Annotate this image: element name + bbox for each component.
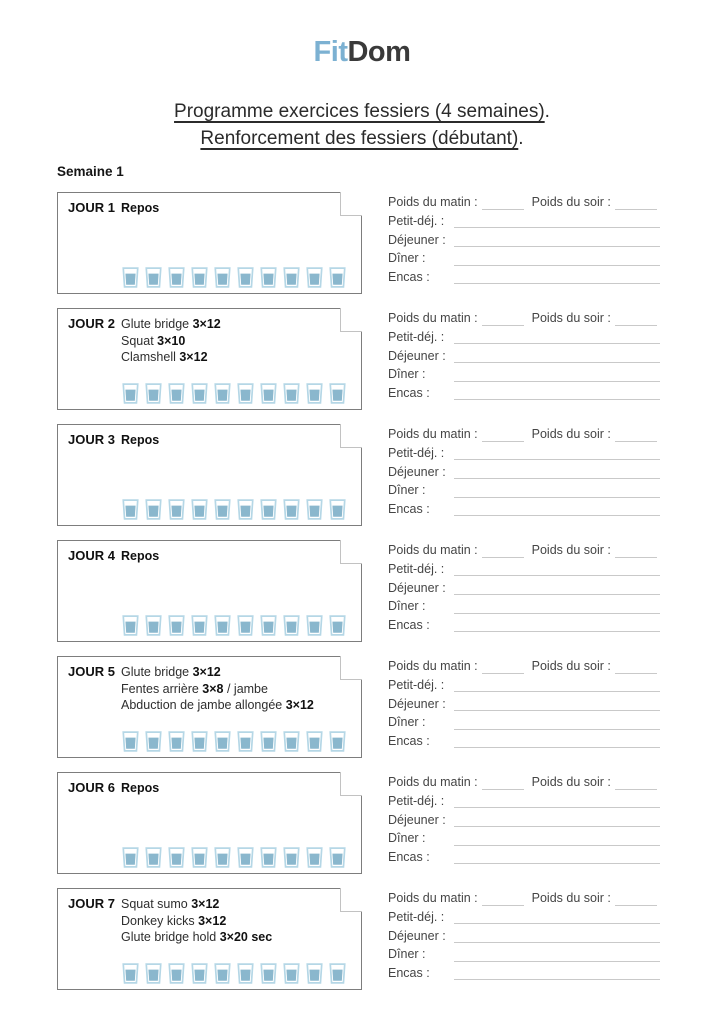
water-glass-icon[interactable] (283, 962, 300, 985)
dinner-row (388, 481, 660, 500)
day-row (57, 772, 660, 874)
water-glass-icon[interactable] (122, 498, 139, 521)
snack-label: Encas : (388, 965, 430, 980)
exercise-list (121, 316, 221, 366)
water-glass-icon[interactable] (214, 266, 231, 289)
snack-row (388, 964, 660, 983)
lunch-label: Déjeuner : (388, 348, 446, 363)
water-glass-icon[interactable] (306, 614, 323, 637)
water-glass-icon[interactable] (214, 382, 231, 405)
water-glass-icon[interactable] (168, 730, 185, 753)
weights-row (388, 657, 660, 676)
lunch-label: Déjeuner : (388, 812, 446, 827)
day-card (57, 772, 362, 874)
dinner-row (388, 365, 660, 384)
water-glass-icon[interactable] (283, 614, 300, 637)
lunch-label: Déjeuner : (388, 696, 446, 711)
water-glass-icon[interactable] (145, 846, 162, 869)
water-glass-icon[interactable] (214, 614, 231, 637)
day-card (57, 424, 362, 526)
evening-weight-field[interactable] (615, 428, 657, 442)
snack-field[interactable] (454, 966, 660, 980)
exercise-list (121, 896, 272, 946)
lunch-field[interactable] (454, 349, 660, 363)
snack-field[interactable] (454, 850, 660, 864)
exercise-line (121, 316, 221, 333)
weights-row (388, 889, 660, 908)
breakfast-label: Petit-déj. : (388, 561, 445, 576)
breakfast-row (388, 676, 660, 695)
day-row (57, 888, 660, 990)
water-glass-icon[interactable] (260, 962, 277, 985)
water-glass-icon[interactable] (237, 846, 254, 869)
exercise-line (121, 548, 159, 565)
day-complete-checkbox[interactable] (340, 192, 362, 216)
morning-weight-field[interactable] (482, 660, 524, 674)
exercise-line (121, 432, 159, 449)
day-label: JOUR 2 (68, 316, 115, 331)
water-tracker (122, 614, 346, 637)
exercise-list (121, 664, 314, 714)
breakfast-label: Petit-déj. : (388, 329, 445, 344)
breakfast-label: Petit-déj. : (388, 909, 445, 924)
water-glass-icon[interactable] (122, 266, 139, 289)
lunch-row (388, 462, 660, 481)
evening-weight-field[interactable] (615, 776, 657, 790)
day-label: JOUR 4 (68, 548, 115, 563)
exercise-sets: 3×12 (179, 350, 208, 364)
snack-label: Encas : (388, 617, 430, 632)
week-heading: Semaine 1 (57, 164, 124, 179)
water-glass-icon[interactable] (191, 614, 208, 637)
exercise-line (121, 349, 221, 366)
water-tracker (122, 846, 346, 869)
day-card (57, 192, 362, 294)
lunch-label: Déjeuner : (388, 232, 446, 247)
water-glass-icon[interactable] (168, 266, 185, 289)
exercise-line (121, 333, 221, 350)
logo-fit: Fit (313, 36, 348, 68)
water-tracker (122, 382, 346, 405)
water-glass-icon[interactable] (191, 730, 208, 753)
breakfast-field[interactable] (454, 214, 660, 228)
water-glass-icon[interactable] (329, 498, 346, 521)
water-tracker (122, 962, 346, 985)
water-glass-icon[interactable] (168, 382, 185, 405)
exercise-sets: 3×10 (157, 333, 186, 348)
exercise-list (121, 548, 159, 565)
water-glass-icon[interactable] (306, 498, 323, 521)
breakfast-row (388, 212, 660, 231)
meal-log (388, 540, 660, 642)
evening-weight-label: Poids du soir : (531, 195, 611, 210)
water-glass-icon[interactable] (283, 382, 300, 405)
day-complete-checkbox[interactable] (340, 656, 362, 680)
water-glass-icon[interactable] (329, 614, 346, 637)
day-label: JOUR 1 (68, 200, 115, 215)
snack-label: Encas : (388, 849, 430, 864)
dinner-label: Dîner : (388, 715, 426, 730)
snack-label: Encas : (388, 733, 430, 748)
water-glass-icon[interactable] (122, 382, 139, 405)
exercise-name: Fentes arrière (121, 681, 203, 696)
water-tracker (122, 266, 346, 289)
water-glass-icon[interactable] (145, 730, 162, 753)
day-label: JOUR 3 (68, 432, 115, 447)
exercise-line (121, 780, 159, 797)
water-glass-icon[interactable] (260, 266, 277, 289)
water-glass-icon[interactable] (306, 962, 323, 985)
water-glass-icon[interactable] (237, 614, 254, 637)
exercise-line (121, 200, 159, 217)
exercise-name: Glute bridge (121, 665, 193, 679)
exercise-sets: Repos (121, 549, 160, 563)
evening-weight-label: Poids du soir : (531, 427, 611, 442)
water-tracker (122, 730, 346, 753)
day-complete-checkbox[interactable] (340, 772, 362, 796)
morning-weight-label: Poids du matin : (388, 775, 478, 790)
lunch-field[interactable] (454, 581, 660, 595)
dinner-field[interactable] (454, 948, 660, 962)
breakfast-field[interactable] (454, 446, 660, 460)
dinner-row (388, 713, 660, 732)
days-list (57, 192, 660, 990)
exercise-name: Abduction de jambe allongée (121, 698, 286, 712)
lunch-label: Déjeuner : (388, 464, 446, 479)
water-glass-icon[interactable] (168, 846, 185, 869)
dinner-field[interactable] (454, 832, 660, 846)
snack-row (388, 500, 660, 519)
weights-row (388, 425, 660, 444)
exercise-line (121, 896, 272, 913)
lunch-row (388, 578, 660, 597)
water-glass-icon[interactable] (145, 498, 162, 521)
morning-weight-field[interactable] (482, 312, 524, 326)
evening-weight-field[interactable] (615, 892, 657, 906)
water-glass-icon[interactable] (306, 730, 323, 753)
dinner-field[interactable] (454, 716, 660, 730)
water-glass-icon[interactable] (306, 382, 323, 405)
snack-label: Encas : (388, 385, 430, 400)
water-glass-icon[interactable] (191, 266, 208, 289)
breakfast-field[interactable] (454, 330, 660, 344)
water-glass-icon[interactable] (122, 730, 139, 753)
water-glass-icon[interactable] (329, 962, 346, 985)
day-complete-checkbox[interactable] (340, 308, 362, 332)
dinner-field[interactable] (454, 252, 660, 266)
morning-weight-field[interactable] (482, 196, 524, 210)
snack-row (388, 616, 660, 635)
breakfast-row (388, 792, 660, 811)
water-glass-icon[interactable] (329, 730, 346, 753)
morning-weight-label: Poids du matin : (388, 659, 478, 674)
lunch-field[interactable] (454, 465, 660, 479)
day-card (57, 656, 362, 758)
snack-field[interactable] (454, 386, 660, 400)
exercise-line (121, 664, 314, 681)
dinner-label: Dîner : (388, 367, 426, 382)
morning-weight-field[interactable] (482, 776, 524, 790)
day-label: JOUR 6 (68, 780, 115, 795)
water-glass-icon[interactable] (283, 730, 300, 753)
weights-row (388, 773, 660, 792)
water-glass-icon[interactable] (283, 266, 300, 289)
exercise-name: Squat (121, 333, 158, 348)
water-glass-icon[interactable] (237, 266, 254, 289)
lunch-field[interactable] (454, 697, 660, 711)
day-label: JOUR 5 (68, 664, 115, 679)
exercise-name: Donkey kicks (121, 913, 199, 928)
dinner-row (388, 597, 660, 616)
evening-weight-label: Poids du soir : (531, 891, 611, 906)
breakfast-field[interactable] (454, 910, 660, 924)
water-glass-icon[interactable] (260, 614, 277, 637)
day-complete-checkbox[interactable] (340, 888, 362, 912)
exercise-line (121, 929, 272, 946)
water-glass-icon[interactable] (260, 498, 277, 521)
exercise-line (121, 681, 314, 698)
water-glass-icon[interactable] (237, 498, 254, 521)
snack-row (388, 268, 660, 287)
day-row (57, 656, 660, 758)
title-line-2: Renforcement des fessiers (débutant). (200, 128, 524, 149)
water-glass-icon[interactable] (260, 846, 277, 869)
evening-weight-field[interactable] (615, 660, 657, 674)
water-glass-icon[interactable] (329, 382, 346, 405)
fitdom-logo (0, 36, 724, 68)
morning-weight-field[interactable] (482, 544, 524, 558)
exercise-name: Clamshell (121, 350, 180, 364)
exercise-sets: 3×20 sec (219, 930, 273, 944)
water-glass-icon[interactable] (168, 498, 185, 521)
water-glass-icon[interactable] (191, 382, 208, 405)
exercise-sets: Repos (121, 433, 160, 447)
evening-weight-field[interactable] (615, 544, 657, 558)
dinner-label: Dîner : (388, 251, 426, 266)
water-glass-icon[interactable] (168, 614, 185, 637)
water-glass-icon[interactable] (145, 266, 162, 289)
water-glass-icon[interactable] (237, 962, 254, 985)
snack-label: Encas : (388, 269, 430, 284)
snack-row (388, 384, 660, 403)
dinner-label: Dîner : (388, 599, 426, 614)
water-glass-icon[interactable] (168, 962, 185, 985)
water-glass-icon[interactable] (214, 962, 231, 985)
dinner-field[interactable] (454, 368, 660, 382)
weights-row (388, 309, 660, 328)
water-glass-icon[interactable] (260, 382, 277, 405)
breakfast-label: Petit-déj. : (388, 213, 445, 228)
exercise-name: Squat sumo (121, 897, 192, 911)
weights-row (388, 193, 660, 212)
evening-weight-label: Poids du soir : (531, 659, 611, 674)
morning-weight-field[interactable] (482, 428, 524, 442)
exercise-sets: Repos (121, 201, 160, 215)
day-complete-checkbox[interactable] (340, 540, 362, 564)
snack-label: Encas : (388, 501, 430, 516)
morning-weight-label: Poids du matin : (388, 195, 478, 210)
exercise-sets: 3×12 (191, 897, 220, 911)
water-glass-icon[interactable] (237, 730, 254, 753)
exercise-sets: 3×12 (198, 913, 227, 928)
meal-log (388, 424, 660, 526)
exercise-line (121, 697, 314, 714)
dinner-label: Dîner : (388, 483, 426, 498)
day-complete-checkbox[interactable] (340, 424, 362, 448)
document-title (0, 98, 724, 152)
meal-log (388, 888, 660, 990)
morning-weight-field[interactable] (482, 892, 524, 906)
logo-dom: Dom (347, 36, 411, 68)
evening-weight-label: Poids du soir : (531, 543, 611, 558)
morning-weight-label: Poids du matin : (388, 891, 478, 906)
day-row (57, 540, 660, 642)
water-glass-icon[interactable] (191, 962, 208, 985)
water-glass-icon[interactable] (145, 962, 162, 985)
exercise-sets: 3×12 (192, 665, 221, 679)
exercise-sets: Repos (121, 781, 160, 795)
breakfast-label: Petit-déj. : (388, 677, 445, 692)
day-card (57, 540, 362, 642)
lunch-row (388, 810, 660, 829)
water-glass-icon[interactable] (145, 382, 162, 405)
dinner-label: Dîner : (388, 831, 426, 846)
day-row (57, 308, 660, 410)
breakfast-field[interactable] (454, 794, 660, 808)
water-glass-icon[interactable] (214, 498, 231, 521)
water-glass-icon[interactable] (214, 730, 231, 753)
water-glass-icon[interactable] (237, 382, 254, 405)
exercise-list (121, 432, 159, 449)
water-glass-icon[interactable] (122, 614, 139, 637)
evening-weight-field[interactable] (615, 196, 657, 210)
exercise-sets: 3×12 (285, 698, 314, 712)
water-glass-icon[interactable] (122, 962, 139, 985)
water-glass-icon[interactable] (283, 846, 300, 869)
breakfast-label: Petit-déj. : (388, 793, 445, 808)
meal-log (388, 308, 660, 410)
dinner-field[interactable] (454, 484, 660, 498)
lunch-label: Déjeuner : (388, 580, 446, 595)
lunch-row (388, 346, 660, 365)
exercise-list (121, 780, 159, 797)
lunch-row (388, 926, 660, 945)
meal-log (388, 772, 660, 874)
exercise-name: Glute bridge (121, 317, 193, 331)
water-glass-icon[interactable] (283, 498, 300, 521)
breakfast-row (388, 328, 660, 347)
water-glass-icon[interactable] (329, 266, 346, 289)
lunch-row (388, 694, 660, 713)
snack-field[interactable] (454, 618, 660, 632)
day-row (57, 192, 660, 294)
water-glass-icon[interactable] (306, 846, 323, 869)
water-tracker (122, 498, 346, 521)
exercise-list (121, 200, 159, 217)
day-row (57, 424, 660, 526)
breakfast-label: Petit-déj. : (388, 445, 445, 460)
breakfast-field[interactable] (454, 678, 660, 692)
snack-field[interactable] (454, 270, 660, 284)
water-glass-icon[interactable] (306, 266, 323, 289)
dinner-row (388, 249, 660, 268)
water-glass-icon[interactable] (191, 846, 208, 869)
water-glass-icon[interactable] (214, 846, 231, 869)
dinner-field[interactable] (454, 600, 660, 614)
lunch-field[interactable] (454, 233, 660, 247)
water-glass-icon[interactable] (260, 730, 277, 753)
exercise-suffix: / jambe (223, 681, 268, 696)
evening-weight-label: Poids du soir : (531, 311, 611, 326)
day-card (57, 308, 362, 410)
breakfast-row (388, 908, 660, 927)
dinner-row (388, 945, 660, 964)
meal-log (388, 656, 660, 758)
evening-weight-label: Poids du soir : (531, 775, 611, 790)
water-glass-icon[interactable] (191, 498, 208, 521)
day-label: JOUR 7 (68, 896, 115, 911)
snack-field[interactable] (454, 734, 660, 748)
dinner-label: Dîner : (388, 947, 426, 962)
exercise-name: Glute bridge hold (121, 930, 220, 944)
snack-row (388, 848, 660, 867)
lunch-label: Déjeuner : (388, 928, 446, 943)
breakfast-field[interactable] (454, 562, 660, 576)
day-card (57, 888, 362, 990)
breakfast-row (388, 560, 660, 579)
water-glass-icon[interactable] (329, 846, 346, 869)
morning-weight-label: Poids du matin : (388, 427, 478, 442)
lunch-field[interactable] (454, 813, 660, 827)
snack-row (388, 732, 660, 751)
evening-weight-field[interactable] (615, 312, 657, 326)
exercise-sets: 3×8 (202, 681, 224, 696)
exercise-line (121, 913, 272, 930)
morning-weight-label: Poids du matin : (388, 311, 478, 326)
lunch-row (388, 230, 660, 249)
breakfast-row (388, 444, 660, 463)
lunch-field[interactable] (454, 929, 660, 943)
water-glass-icon[interactable] (145, 614, 162, 637)
title-line-1: Programme exercices fessiers (4 semaines). (174, 101, 550, 122)
water-glass-icon[interactable] (122, 846, 139, 869)
morning-weight-label: Poids du matin : (388, 543, 478, 558)
dinner-row (388, 829, 660, 848)
exercise-sets: 3×12 (192, 317, 221, 331)
meal-log (388, 192, 660, 294)
weights-row (388, 541, 660, 560)
snack-field[interactable] (454, 502, 660, 516)
